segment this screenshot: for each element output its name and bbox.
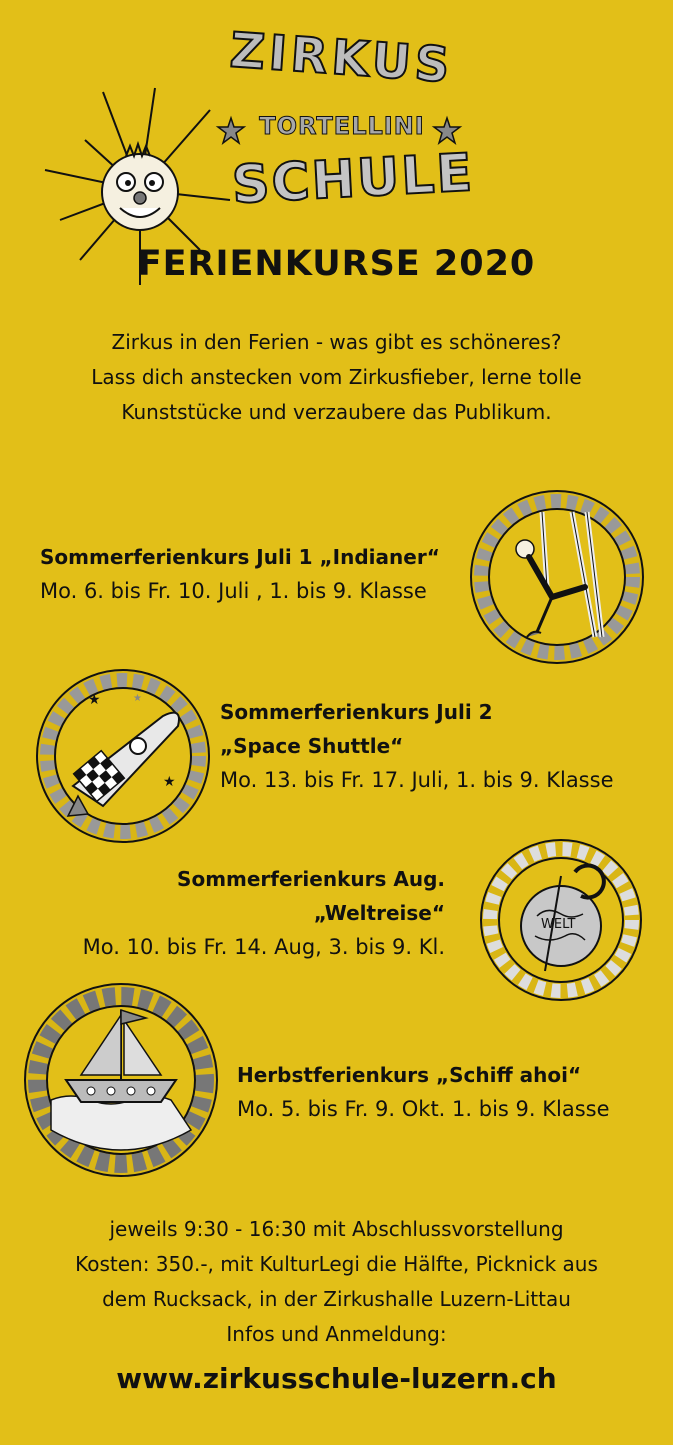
svg-text:★: ★ (163, 774, 176, 790)
globe-label: WELT (541, 917, 576, 932)
svg-text:★: ★ (88, 692, 101, 708)
course-title: Herbstferienkurs „Schiff ahoi“ (237, 1063, 582, 1087)
course-4 (237, 1058, 662, 1127)
course-dates: Mo. 6. bis Fr. 10. Juli , 1. bis 9. Klasse (40, 579, 427, 603)
intro-text (20, 325, 653, 430)
intro-line: Kunststücke und verzaubere das Publikum. (121, 400, 552, 424)
course-1 (40, 540, 460, 609)
course-title: Sommerferienkurs Aug. (177, 867, 445, 891)
page-title: FERIENKURSE 2020 (137, 244, 536, 284)
logo-word-tortellini: TORTELLINI (259, 112, 425, 140)
course-title: „Space Shuttle“ (220, 734, 404, 758)
logo-word-zirkus: ZIRKUS (228, 22, 456, 94)
svg-text:★: ★ (133, 693, 142, 704)
footer-line: Kosten: 350.-, mit KulturLegi die Hälfte, Picknick aus (75, 1252, 598, 1276)
course-3 (20, 862, 445, 965)
course-dates: Mo. 13. bis Fr. 17. Juli, 1. bis 9. Klasse (220, 768, 614, 792)
rocket-badge-icon (33, 666, 213, 846)
star-icon (432, 116, 462, 146)
course-2 (220, 695, 660, 798)
globe-badge-icon (477, 836, 645, 1004)
course-title: Sommerferienkurs Juli 1 „Indianer“ (40, 545, 440, 569)
course-title: „Weltreise“ (313, 901, 445, 925)
footer-info (20, 1212, 653, 1352)
intro-line: Zirkus in den Ferien - was gibt es schöneres? (111, 330, 562, 354)
ship-badge-icon (21, 980, 221, 1180)
course-dates: Mo. 5. bis Fr. 9. Okt. 1. bis 9. Klasse (237, 1097, 610, 1121)
course-title: Sommerferienkurs Juli 2 (220, 700, 493, 724)
footer-line: dem Rucksack, in der Zirkushalle Luzern-Littau (102, 1287, 571, 1311)
website-link[interactable]: www.zirkusschule-luzern.ch (116, 1362, 557, 1395)
course-dates: Mo. 10. bis Fr. 14. Aug, 3. bis 9. Kl. (82, 935, 445, 959)
star-icon (216, 116, 246, 146)
logo-word-schule: SCHULE (230, 143, 476, 216)
intro-line: Lass dich anstecken vom Zirkusfieber, lerne tolle (91, 365, 582, 389)
footer-line: Infos und Anmeldung: (226, 1322, 447, 1346)
aerial-acrobat-badge-icon (467, 487, 647, 667)
footer-line: jeweils 9:30 - 16:30 mit Abschlussvorstellung (109, 1217, 564, 1241)
